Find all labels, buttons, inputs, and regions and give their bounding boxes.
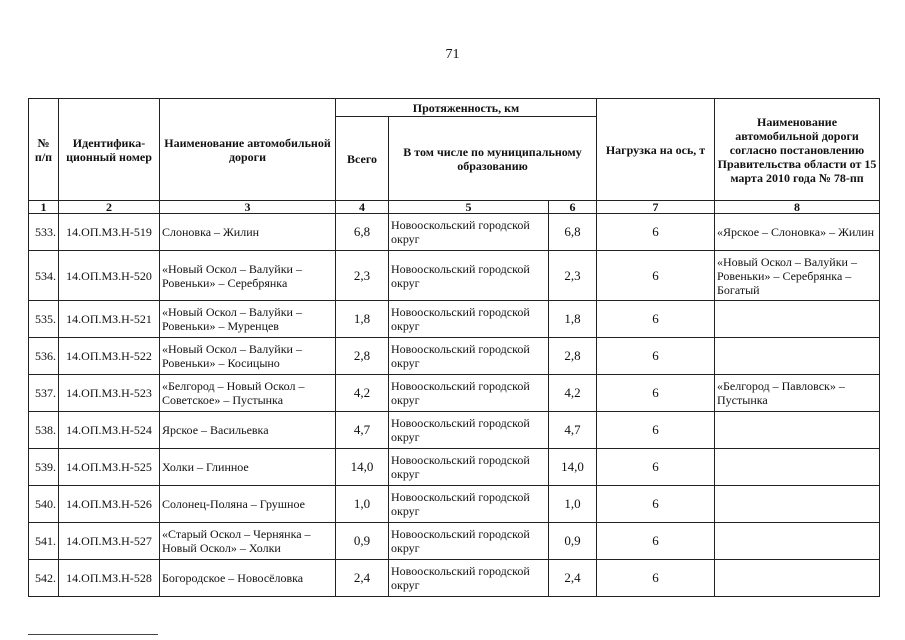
table-row	[29, 523, 880, 560]
roads-table	[28, 98, 880, 597]
header-old-name: Наименование автомобильной дороги согласно постановлению Правительства области от 15 марта 2010 года № 78-пп	[715, 99, 880, 201]
table-row	[29, 560, 880, 597]
table-row	[29, 449, 880, 486]
header-number: № п/п	[29, 99, 59, 201]
axle-load: 6	[597, 412, 715, 449]
axle-load: 6	[597, 251, 715, 301]
length-municipal: 4,2	[549, 375, 597, 412]
road-id: 14.ОП.МЗ.Н-527	[59, 523, 160, 560]
column-number: 4	[336, 201, 389, 214]
old-road-name	[715, 486, 880, 523]
axle-load: 6	[597, 560, 715, 597]
length-total: 2,8	[336, 338, 389, 375]
page-number: 71	[445, 47, 460, 62]
header-total: Всего	[336, 117, 389, 201]
row-number: 541.	[29, 523, 59, 560]
length-total: 14,0	[336, 449, 389, 486]
municipality: Новооскольский городской округ	[389, 214, 549, 251]
road-id: 14.ОП.МЗ.Н-519	[59, 214, 160, 251]
column-number: 7	[597, 201, 715, 214]
length-municipal: 2,4	[549, 560, 597, 597]
municipality: Новооскольский городской округ	[389, 412, 549, 449]
road-name: «Старый Оскол – Чернянка – Новый Оскол» – Холки	[160, 523, 336, 560]
row-number: 537.	[29, 375, 59, 412]
row-number: 536.	[29, 338, 59, 375]
municipality: Новооскольский городской округ	[389, 449, 549, 486]
length-total: 4,7	[336, 412, 389, 449]
row-number: 538.	[29, 412, 59, 449]
old-road-name	[715, 412, 880, 449]
axle-load: 6	[597, 523, 715, 560]
municipality: Новооскольский городской округ	[389, 301, 549, 338]
road-name: Солонец-Поляна – Грушное	[160, 486, 336, 523]
column-number: 1	[29, 201, 59, 214]
road-name: Холки – Глинное	[160, 449, 336, 486]
road-name: «Новый Оскол – Валуйки – Ровеньки» – Муренцев	[160, 301, 336, 338]
axle-load: 6	[597, 338, 715, 375]
road-name: Богородское – Новосёловка	[160, 560, 336, 597]
header-id: Идентифика-ционный номер	[59, 99, 160, 201]
old-road-name	[715, 523, 880, 560]
municipality: Новооскольский городской округ	[389, 375, 549, 412]
table-row	[29, 486, 880, 523]
footer-rule	[28, 634, 158, 635]
header-road-name: Наименование автомобильной дороги	[160, 99, 336, 201]
column-number: 2	[59, 201, 160, 214]
old-road-name	[715, 560, 880, 597]
old-road-name: «Новый Оскол – Валуйки – Ровеньки» – Серебрянка – Богатый	[715, 251, 880, 301]
column-number: 8	[715, 201, 880, 214]
municipality: Новооскольский городской округ	[389, 486, 549, 523]
table-row	[29, 375, 880, 412]
column-numbers-row	[29, 201, 880, 214]
old-road-name	[715, 338, 880, 375]
row-number: 534.	[29, 251, 59, 301]
header-including: В том числе по муниципальному образованию	[389, 117, 597, 201]
old-road-name: «Белгород – Павловск» – Пустынка	[715, 375, 880, 412]
road-id: 14.ОП.МЗ.Н-520	[59, 251, 160, 301]
old-road-name: «Ярское – Слоновка» – Жилин	[715, 214, 880, 251]
length-total: 6,8	[336, 214, 389, 251]
length-municipal: 14,0	[549, 449, 597, 486]
road-id: 14.ОП.МЗ.Н-526	[59, 486, 160, 523]
road-name: «Белгород – Новый Оскол – Советское» – Пустынка	[160, 375, 336, 412]
length-municipal: 0,9	[549, 523, 597, 560]
municipality: Новооскольский городской округ	[389, 523, 549, 560]
length-municipal: 2,3	[549, 251, 597, 301]
length-total: 4,2	[336, 375, 389, 412]
length-municipal: 2,8	[549, 338, 597, 375]
length-total: 1,8	[336, 301, 389, 338]
row-number: 542.	[29, 560, 59, 597]
row-number: 535.	[29, 301, 59, 338]
length-total: 2,4	[336, 560, 389, 597]
axle-load: 6	[597, 301, 715, 338]
road-id: 14.ОП.МЗ.Н-528	[59, 560, 160, 597]
table-row	[29, 338, 880, 375]
header-axle-load: Нагрузка на ось, т	[597, 99, 715, 201]
row-number: 540.	[29, 486, 59, 523]
row-number: 539.	[29, 449, 59, 486]
header-length-group: Протяженность, км	[336, 99, 597, 117]
table-row	[29, 214, 880, 251]
length-municipal: 4,7	[549, 412, 597, 449]
road-id: 14.ОП.МЗ.Н-521	[59, 301, 160, 338]
table-row	[29, 412, 880, 449]
length-total: 2,3	[336, 251, 389, 301]
axle-load: 6	[597, 486, 715, 523]
municipality: Новооскольский городской округ	[389, 338, 549, 375]
length-municipal: 1,8	[549, 301, 597, 338]
old-road-name	[715, 449, 880, 486]
column-number: 5	[389, 201, 549, 214]
road-name: «Новый Оскол – Валуйки – Ровеньки» – Серебрянка	[160, 251, 336, 301]
road-id: 14.ОП.МЗ.Н-522	[59, 338, 160, 375]
axle-load: 6	[597, 214, 715, 251]
road-name: «Новый Оскол – Валуйки – Ровеньки» – Косицыно	[160, 338, 336, 375]
axle-load: 6	[597, 449, 715, 486]
column-number: 6	[549, 201, 597, 214]
length-total: 1,0	[336, 486, 389, 523]
length-total: 0,9	[336, 523, 389, 560]
old-road-name	[715, 301, 880, 338]
column-number: 3	[160, 201, 336, 214]
municipality: Новооскольский городской округ	[389, 251, 549, 301]
road-id: 14.ОП.МЗ.Н-523	[59, 375, 160, 412]
road-name: Ярское – Васильевка	[160, 412, 336, 449]
table-row	[29, 301, 880, 338]
road-id: 14.ОП.МЗ.Н-524	[59, 412, 160, 449]
road-name: Слоновка – Жилин	[160, 214, 336, 251]
row-number: 533.	[29, 214, 59, 251]
length-municipal: 1,0	[549, 486, 597, 523]
table-row	[29, 251, 880, 301]
axle-load: 6	[597, 375, 715, 412]
length-municipal: 6,8	[549, 214, 597, 251]
municipality: Новооскольский городской округ	[389, 560, 549, 597]
road-id: 14.ОП.МЗ.Н-525	[59, 449, 160, 486]
